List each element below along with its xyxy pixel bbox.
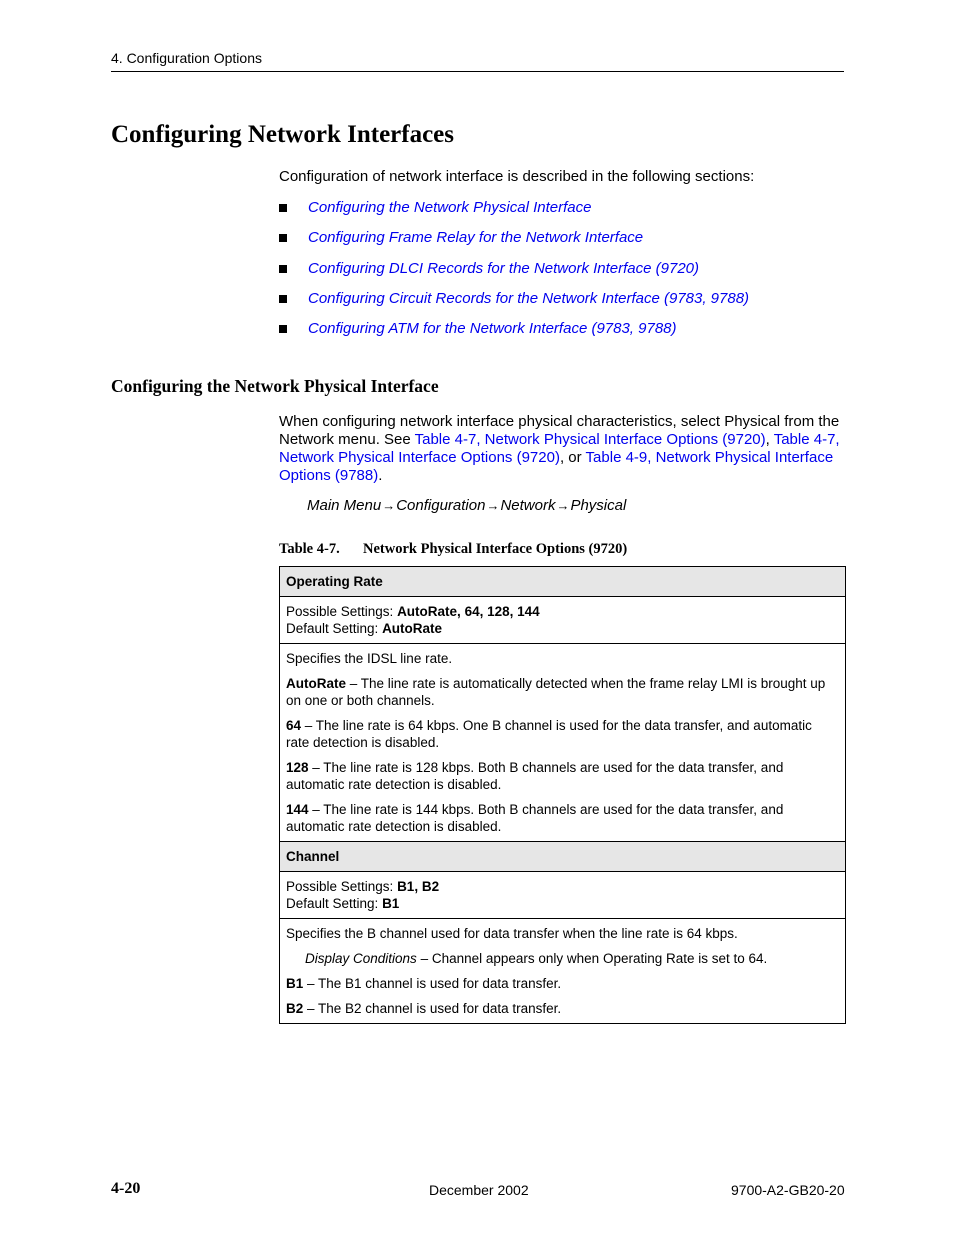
default-setting-label: Default Setting: [286,621,383,636]
option-term-text: – The line rate is 64 kbps. One B channel is used for the data transfer, and automatic rate detection is disabled. [286,718,812,750]
options-table [279,566,846,1024]
bullet-square-icon [279,234,287,242]
list-item [279,290,749,320]
settings-cell [280,597,846,644]
possible-settings-value: B1, B2 [397,879,440,894]
arrow-right-icon: → [556,498,570,513]
page-title: Configuring Network Interfaces [111,121,455,148]
list-item [286,975,837,992]
option-term: 144 [286,802,309,817]
link-dlci-records[interactable]: Configuring DLCI Records for the Network Interface (9720) [308,259,700,277]
possible-settings-label: Possible Settings: [286,604,398,619]
link-network-physical-interface[interactable]: Configuring the Network Physical Interface [308,199,592,216]
menu-path-step: Network [500,497,556,514]
list-item [286,717,837,751]
default-setting-label: Default Setting: [286,896,383,911]
table-row [280,872,846,919]
section-link-list [279,199,749,350]
section-heading: Configuring the Network Physical Interface [111,376,439,396]
header-rule [111,71,844,72]
para-text: , or [559,449,586,466]
bullet-square-icon [279,325,287,333]
option-heading: Channel [280,842,846,872]
description-cell [280,644,846,842]
list-item [279,260,749,290]
display-conditions-text: – Channel appears only when Operating Rate is set to 64. [416,951,768,966]
table-ref-link[interactable]: Table 4-7, Network Physical Interface Options (9720) [279,431,840,466]
table-caption-title: Network Physical Interface Options (9720) [363,541,628,557]
table-row [280,919,846,1024]
option-term-text: – The line rate is 128 kbps. Both B channels are used for the data transfer, and automatic rate detection is disabled. [286,760,784,792]
bullet-square-icon [279,265,287,273]
menu-path-step: Configuration [396,497,486,514]
display-conditions [286,950,837,967]
bullet-square-icon [279,204,287,212]
list-item [286,801,837,835]
list-item [279,229,749,259]
list-item [279,199,749,229]
settings-cell [280,872,846,919]
running-header: 4. Configuration Options [111,50,262,66]
possible-settings-value: AutoRate, 64, 128, 144 [397,604,540,619]
option-term: B1 [286,976,304,991]
table-ref-link[interactable]: Table 4-7, Network Physical Interface Options (9720) [414,431,766,448]
arrow-right-icon: → [382,498,396,513]
document-number: 9700-A2-GB20-20 [731,1182,845,1198]
option-term-text: – The B2 channel is used for data transfer. [303,1001,562,1016]
table-row [280,597,846,644]
option-term: 128 [286,760,309,775]
option-term: B2 [286,1001,304,1016]
possible-settings-label: Possible Settings: [286,879,398,894]
link-circuit-records[interactable]: Configuring Circuit Records for the Network Interface (9783, 9788) [308,289,750,307]
option-term: AutoRate [286,676,346,691]
table-caption-number: Table 4-7. [279,541,340,557]
table-caption [279,541,627,558]
option-term-text: – The line rate is automatically detected when the frame relay LMI is brought up on one or both channels. [286,676,826,708]
link-frame-relay[interactable]: Configuring Frame Relay for the Network Interface [308,229,644,247]
display-conditions-label: Display Conditions [305,951,417,966]
table-ref-link[interactable]: Table 4-9, Network Physical Interface Options (9788) [279,449,834,484]
page-number: 4-20 [111,1180,141,1197]
table-row [280,567,846,597]
list-item [286,759,837,793]
link-atm[interactable]: Configuring ATM for the Network Interface (9783, 9788) [308,320,677,338]
para-text: When configuring network interface physical characteristics, select Physical from the Network menu. See [279,413,840,448]
para-text: . [378,467,383,484]
bullet-square-icon [279,295,287,303]
option-term-text: – The line rate is 144 kbps. Both B channels are used for the data transfer, and automatic rate detection is disabled. [286,802,784,834]
menu-path-step: Main Menu [307,497,382,514]
option-heading: Operating Rate [280,567,846,597]
option-description: Specifies the IDSL line rate. [286,651,453,666]
intro-text: Configuration of network interface is described in the following sections: [279,168,755,185]
list-item [279,320,749,350]
table-row [280,842,846,872]
instruction-paragraph [279,413,845,485]
option-term-text: – The B1 channel is used for data transfer. [303,976,562,991]
list-item [286,1000,837,1017]
default-setting-value: B1 [382,896,400,911]
menu-path-step: Physical [570,497,627,514]
list-item [286,675,837,709]
menu-path [307,497,626,514]
default-setting-value: AutoRate [382,621,443,636]
footer-date: December 2002 [429,1182,529,1198]
table-row [280,644,846,842]
arrow-right-icon: → [486,498,500,513]
description-cell [280,919,846,1024]
option-description: Specifies the B channel used for data transfer when the line rate is 64 kbps. [286,926,738,941]
option-term: 64 [286,718,302,733]
para-text: , [765,431,774,448]
